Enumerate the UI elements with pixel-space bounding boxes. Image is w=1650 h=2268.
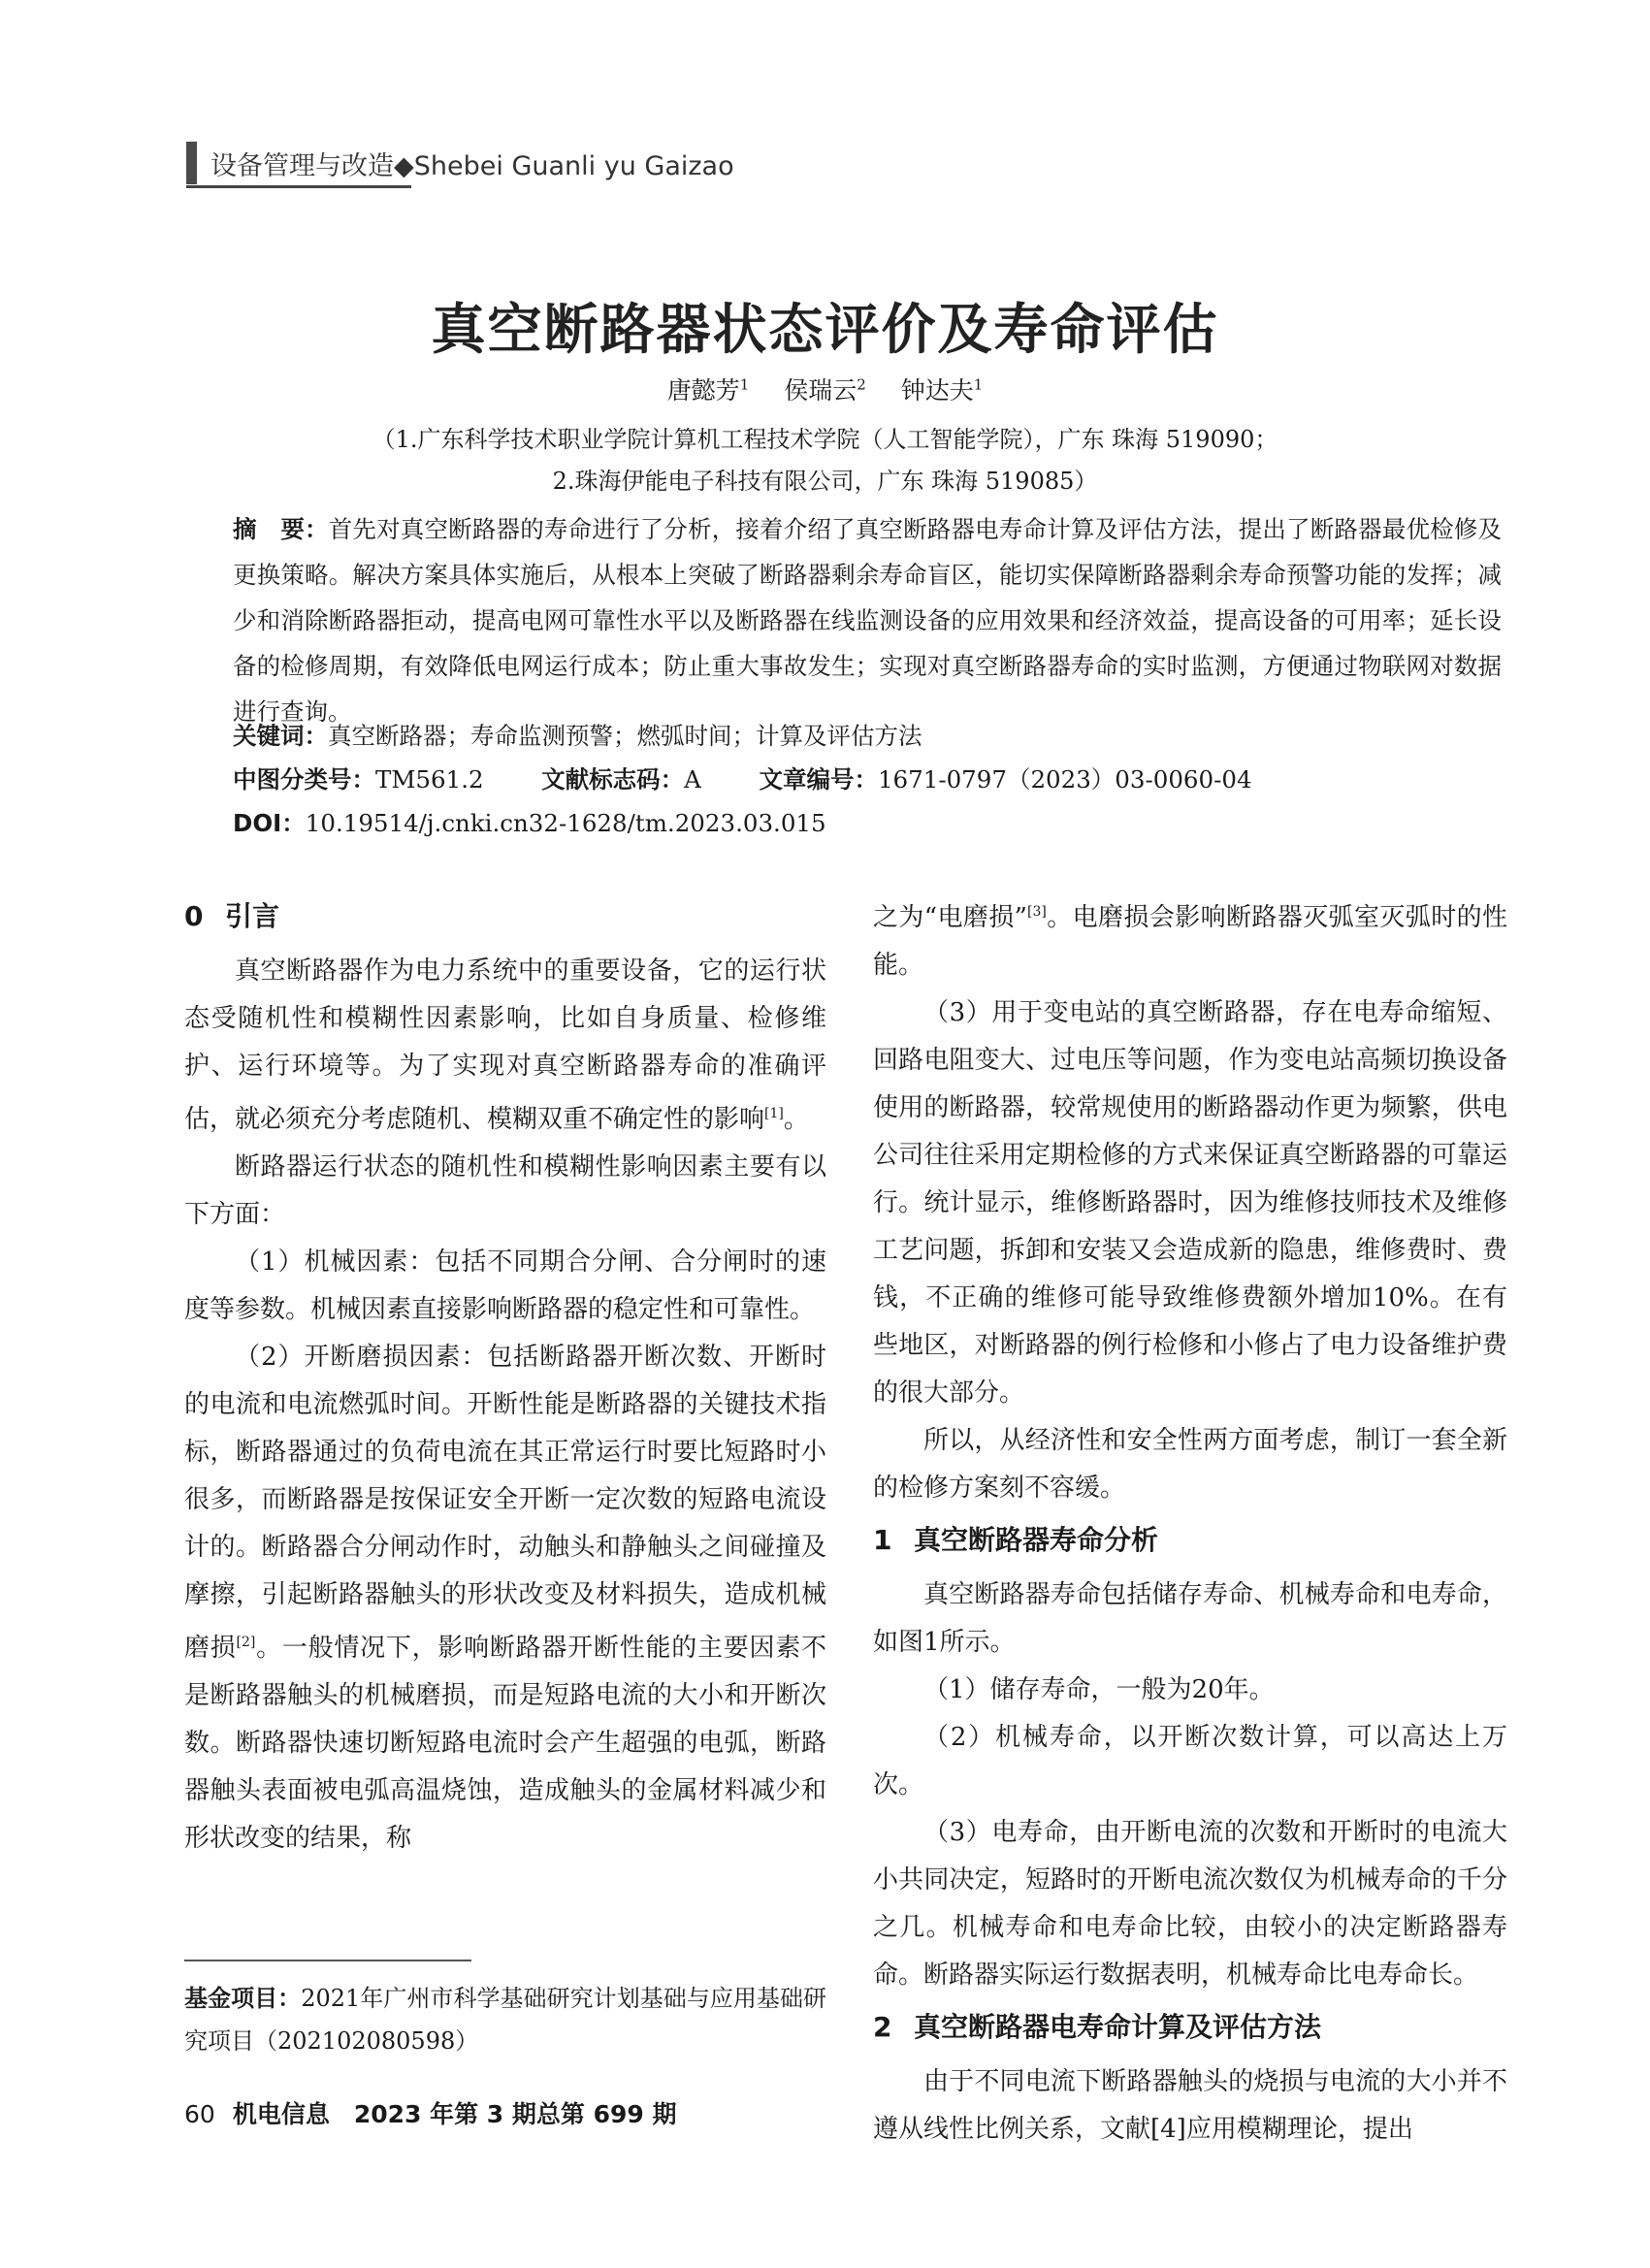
paragraph: （2）开断磨损因素：包括断路器开断次数、开断时的电流和电流燃弧时间。开断性能是断路器的关键技术指标，断路器通过的负荷电流在其正常运行时要比短路时小很多，而断路器是按保证安全开断一定次数的短路电流设计的。断路器合分闸动作时，动触头和静触头之间碰撞及摩擦，引起断路器触头的形状改变及材料损失，造成机械磨损[2]。一般情况下，影响断路器开断性能的主要因素不是断路器触头的机械磨损，而是短路电流的大小和开断次数。断路器快速切断短路电流时会产生超强的电弧，断路器触头表面被电弧高温烧蚀，造成触头的金属材料减少和形状改变的结果，称 [184, 1343, 826, 1853]
footnote-rule [184, 1960, 471, 1961]
keywords-text: 真空断路器；寿命监测预警；燃弧时间；计算及评估方法 [328, 722, 922, 750]
paragraph: 断路器运行状态的随机性和模糊性影响因素主要有以下方面： [184, 1152, 826, 1229]
classification-line [233, 761, 1252, 795]
citation: [1] [764, 1106, 784, 1121]
article-title: 真空断路器状态评价及寿命评估 [431, 299, 1219, 362]
section-heading: 2 真空断路器电寿命计算及评估方法 [873, 2011, 1322, 2043]
doccode-value: A [684, 765, 701, 794]
header-bar [186, 142, 197, 184]
doi-line [233, 805, 826, 839]
page-footer [184, 2095, 677, 2130]
clc-label: 中图分类号： [233, 765, 375, 794]
paragraph: （2）机械寿命，以开断次数计算，可以高达上万次。 [873, 1723, 1507, 1799]
footnote [184, 1977, 826, 2062]
affiliation: 2.珠海伊能电子科技有限公司，广东 珠海 519085） [552, 468, 1098, 495]
abstract-text: 首先对真空断路器的寿命进行了分析，接着介绍了真空断路器电寿命计算及评估方法，提出了断路器最优检修及更换策略。解决方案具体实施后，从根本上突破了断路器剩余寿命盲区，能切实保障断路器剩余寿命预警功能的发挥；减少和消除断路器拒动，提高电网可靠性水平以及断路器在线监测设备的应用效果和经济效益，提高设备的可用率；延长设备的检修周期，有效降低电网运行成本；防止重大事故发生；实现对真空断路器寿命的实时监测，方便通过物联网对数据进行查询。 [233, 515, 1502, 726]
header-rule [186, 185, 411, 188]
affiliation: （1.广东科学技术职业学院计算机工程技术学院（人工智能学院），广东 珠海 519090； [372, 426, 1278, 453]
keywords [233, 718, 922, 752]
keywords-label: 关键词： [233, 722, 328, 750]
author: 唐懿芳$^1$ [666, 375, 750, 405]
doccode-label: 文献标志码： [541, 765, 685, 794]
left-column [184, 889, 826, 1863]
paragraph: 真空断路器作为电力系统中的重要设备，它的运行状态受随机性和模糊性因素影响，比如自身质量、检修维护、运行环境等。为了实现对真空断路器寿命的准确评估，就必须充分考虑随机、模糊双重不确定性的影响[1]。 [184, 956, 826, 1134]
paragraph: （1）机械因素：包括不同期合分闸、合分闸时的速度等参数。机械因素直接影响断路器的稳定性和可靠性。 [184, 1247, 826, 1324]
article-no-label: 文章编号： [759, 765, 878, 794]
paragraph: 真空断路器寿命包括储存寿命、机械寿命和电寿命，如图1所示。 [873, 1580, 1507, 1657]
citation: [2] [236, 1635, 256, 1650]
running-header [186, 142, 734, 184]
paragraph: 所以，从经济性和安全性两方面考虑，制订一套全新的检修方案刻不容缓。 [873, 1426, 1507, 1503]
author-line [0, 372, 1650, 406]
journal-issue: 机电信息 2023 年第 3 期总第 699 期 [232, 2100, 677, 2128]
running-head-text: 设备管理与改造◆Shebei Guanli yu Gaizao [210, 150, 734, 181]
clc-value: TM561.2 [375, 765, 484, 794]
paragraph: （3）用于变电站的真空断路器，存在电寿命缩短、回路电阻变大、过电压等问题，作为变电站高频切换设备使用的断路器，较常规使用的断路器动作更为频繁，供电公司往往采用定期检修的方式来保证真空断路器的可靠运行。统计显示，维修断路器时，因为维修技师技术及维修工艺问题，拆卸和安装又会造成新的隐患，维修费时、费钱，不正确的维修可能导致维修费额外增加10%。在有些地区，对断路器的例行检修和小修占了电力设备维护费的很大部分。 [873, 998, 1507, 1408]
footnote-text: 2021年广州市科学基础研究计划基础与应用基础研究项目（202102080598） [184, 1985, 827, 2055]
author: 钟达夫$^1$ [900, 375, 984, 405]
article-no-value: 1671-0797（2023）03-0060-04 [877, 765, 1252, 794]
doi-value: 10.19514/j.cnki.cn32-1628/tm.2023.03.015 [305, 809, 826, 837]
doi-label: DOI： [233, 809, 306, 837]
abstract [233, 506, 1502, 734]
abstract-label: 摘 要： [233, 515, 329, 543]
paragraph: （1）储存寿命，一般为20年。 [923, 1675, 1275, 1704]
paragraph: 之为“电磨损”[3]。电磨损会影响断路器灭弧室灭弧时的性能。 [873, 903, 1507, 980]
citation: [3] [1026, 904, 1047, 920]
paragraph: 由于不同电流下断路器触头的烧损与电流的大小并不遵从线性比例关系，文献[4]应用模糊理论，提出 [873, 2067, 1507, 2144]
footnote-label: 基金项目： [184, 1985, 302, 2012]
page-number: 60 [184, 2100, 215, 2128]
paragraph: （3）电寿命，由开断电流的次数和开断时的电流大小共同决定，短路时的开断电流次数仅为机械寿命的千分之几。机械寿命和电寿命比较，由较小的决定断路器寿命。断路器实际运行数据表明，机械寿命比电寿命长。 [873, 1818, 1507, 1990]
author: 侯瑞云$^2$ [784, 375, 866, 405]
right-column [873, 889, 1507, 2154]
section-heading: 1 真空断路器寿命分析 [873, 1524, 1159, 1556]
section-heading: 0 引言 [184, 900, 280, 932]
